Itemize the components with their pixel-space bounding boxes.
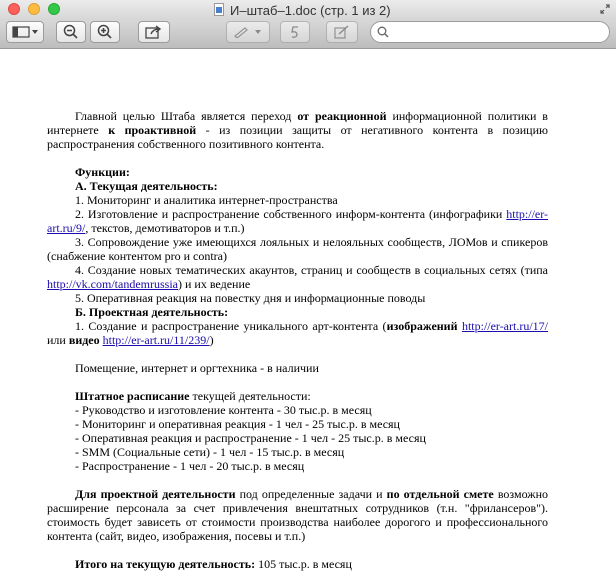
edit-button[interactable]: [326, 21, 358, 43]
list-item: 1. Создание и распространение уникального арт-контента (изображений http://er-art.ru/17/ или видео http://er-art.ru/11/239/): [47, 319, 549, 347]
zoom-button[interactable]: [48, 3, 60, 15]
total-line: Итого на текущую деятельность: 105 тыс.р. в месяц: [75, 557, 352, 571]
toolbar: [0, 20, 616, 49]
search-input[interactable]: [393, 24, 607, 42]
link-vk-tandem[interactable]: http://vk.com/tandemrussia: [47, 277, 178, 291]
list-item: 3. Сопровождение уже имеющихся лояльных и нелояльных сообществ, ЛОМов и спикеров (снабжение контентом pro и contra): [47, 235, 548, 263]
zoom-in-icon: [97, 24, 113, 40]
link-images[interactable]: http://er-art.ru/17/: [461, 319, 549, 333]
list-item: 1. Мониторинг и аналитика интернет-пространства: [75, 193, 338, 207]
minimize-button[interactable]: [28, 3, 40, 15]
zoom-out-button[interactable]: [56, 21, 86, 43]
link-infographics[interactable]: http://er-art.ru/9/: [47, 207, 548, 235]
functions-heading: Функции:: [75, 165, 130, 179]
annotate-button[interactable]: [226, 21, 270, 43]
staff-item: - Руководство и изготовление контента - 30 тыс.р. в месяц: [75, 403, 372, 417]
staff-item: - SMM (Социальные сети) - 1 чел - 15 тыс.р. в месяц: [75, 445, 345, 459]
list-item: 2. Изготовление и распространение собственного информ-контента (инфографики http://er-art.ru/9/, текстов, демотиваторов и т.п.): [47, 207, 548, 235]
fullscreen-icon[interactable]: [600, 4, 610, 14]
window-title: И–штаб–1.doc (стр. 1 из 2): [230, 3, 391, 18]
document-page[interactable]: [0, 49, 616, 576]
sidebar-view-button[interactable]: [6, 21, 44, 43]
section-b-heading: Б. Проектная деятельность:: [75, 305, 229, 319]
search-icon: [377, 26, 389, 38]
zoom-out-icon: [63, 24, 79, 40]
text-style-button[interactable]: [280, 21, 310, 43]
list-item: 4. Создание новых тематических акаунтов, страниц и сообществ в социальных сетях (типа http://vk.com/tandemrussia) и их ведение: [47, 263, 548, 291]
sidebar-icon: [12, 26, 38, 38]
list-item: 5. Оперативная реакция на повестку дня и информационные поводы: [75, 291, 426, 305]
section-a-heading: А. Текущая деятельность:: [75, 179, 218, 193]
staff-item: - Мониторинг и оперативная реакция - 1 чел - 25 тыс.р. в месяц: [75, 417, 400, 431]
search-field[interactable]: [370, 21, 610, 43]
intro-paragraph: Главной целью Штаба является переход от реакционной информационной политики в интернете к проактивной - из позиции защиты от негативного контента в позицию распространения собственного позитивного контента.: [47, 109, 548, 151]
staff-item: - Оперативная реакция и распространение - 1 чел - 25 тыс.р. в месяц: [75, 431, 426, 445]
project-paragraph: Для проектной деятельности под определенные задачи и по отдельной смете возможно расширение персонала за счет привлечения внештатных сотрудников (т.н. "фрилансеров"). стоимость будет зависеть от стоимости производства наиболее дорогого и профессионального контента (сайт, видео, изображения, посевы и т.п.): [47, 487, 548, 543]
premises-text: Помещение, интернет и оргтехника - в наличии: [75, 361, 319, 375]
document-content: [47, 109, 548, 571]
edit-icon: [334, 25, 350, 39]
close-button[interactable]: [8, 3, 20, 15]
text-style-icon: [289, 25, 301, 39]
title-bar: [0, 0, 616, 20]
document-icon: [214, 3, 224, 16]
link-video[interactable]: http://er-art.ru/11/239/: [102, 333, 210, 347]
zoom-in-button[interactable]: [90, 21, 120, 43]
share-button[interactable]: [138, 21, 170, 43]
pencil-icon: [233, 26, 263, 38]
share-icon: [145, 25, 163, 39]
staff-heading: Штатное расписание текущей деятельности:: [75, 389, 311, 403]
staff-item: - Распространение - 1 чел - 20 тыс.р. в месяц: [75, 459, 305, 473]
